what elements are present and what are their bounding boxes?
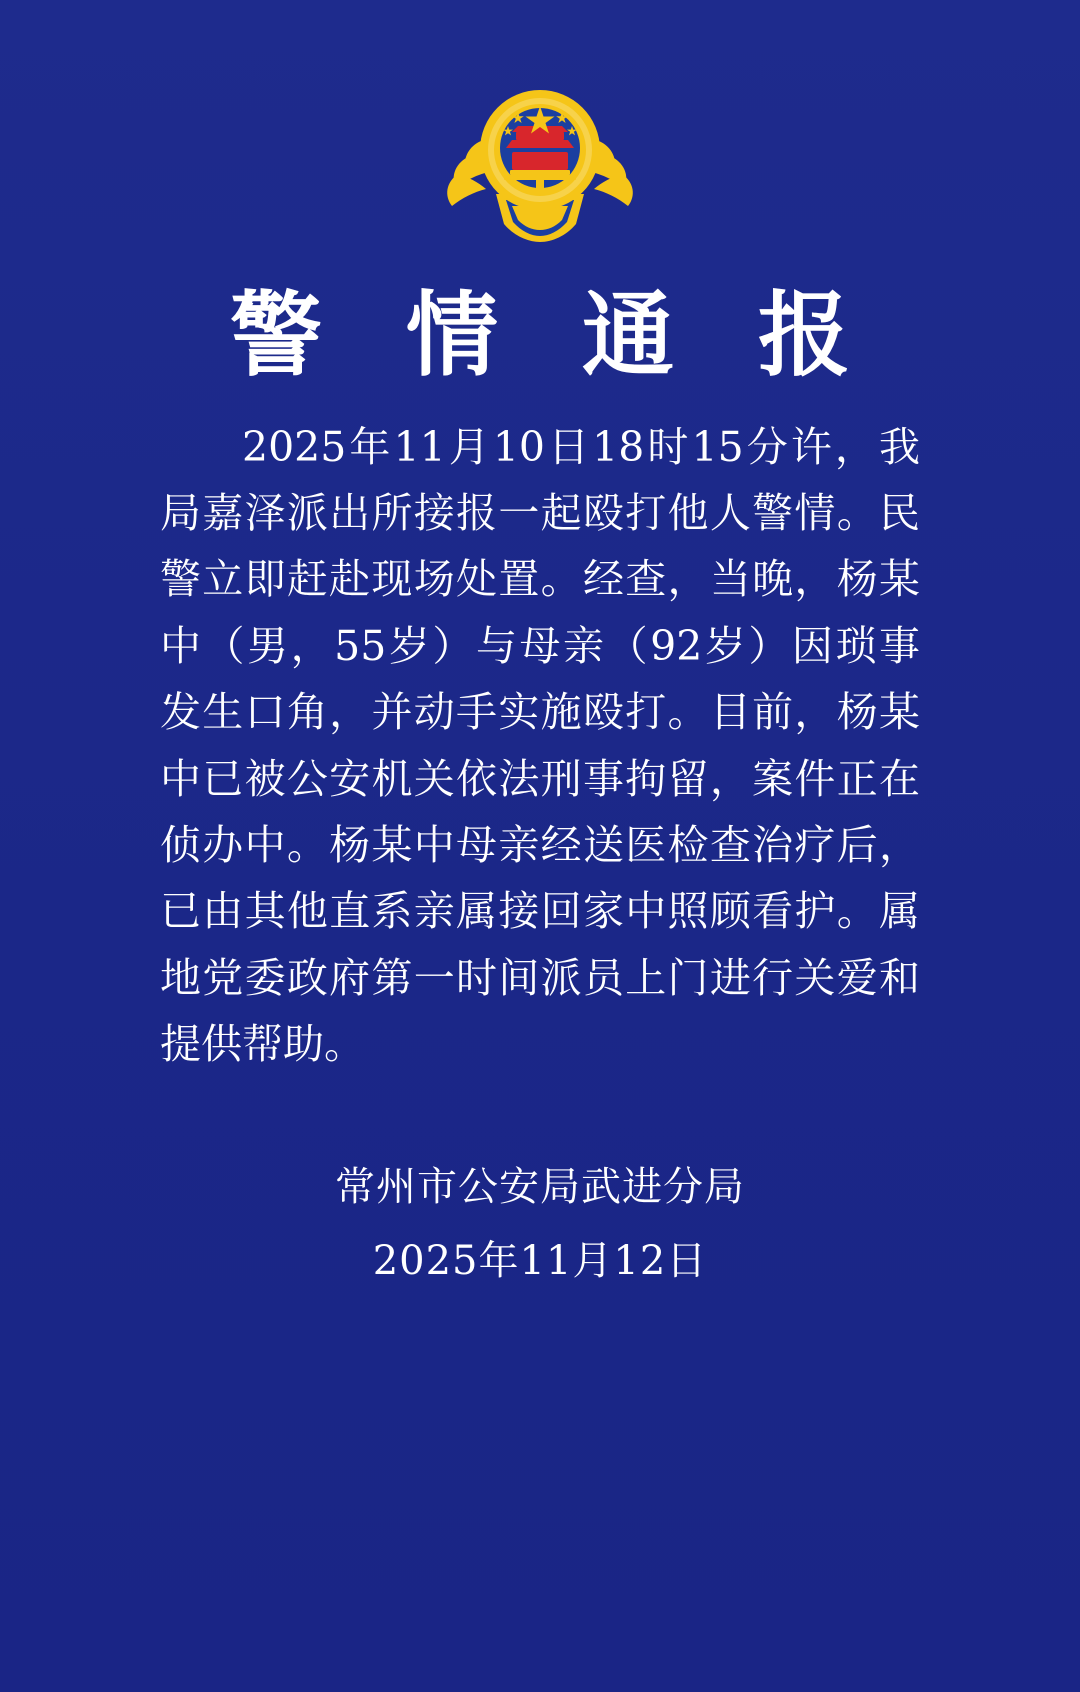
emblem-container [0, 0, 1080, 253]
signature-block [160, 1156, 920, 1292]
issuing-organization: 常州市公安局武进分局 [335, 1163, 745, 1210]
notice-body [160, 414, 920, 1078]
page-title: 警 情 通 报 [229, 281, 877, 389]
issue-date: 2025年11月12日 [372, 1237, 708, 1284]
notice-body-paragraph: 2025年11月10日18时15分许，我局嘉泽派出所接报一起殴打他人警情。民警立即赶赴现场处置。经查，当晚，杨某中（男，55岁）与母亲（92岁）因琐事发生口角，并动手实施殴打。目前，杨某中已被公安机关依法刑事拘留，案件正在侦办中。杨某中母亲经送医检查治疗后，已由其他直系亲属接回家中照顾看护。属地党委政府第一时间派员上门进行关爱和提供帮助。 [160, 422, 920, 1069]
china-police-badge-icon [440, 78, 640, 253]
